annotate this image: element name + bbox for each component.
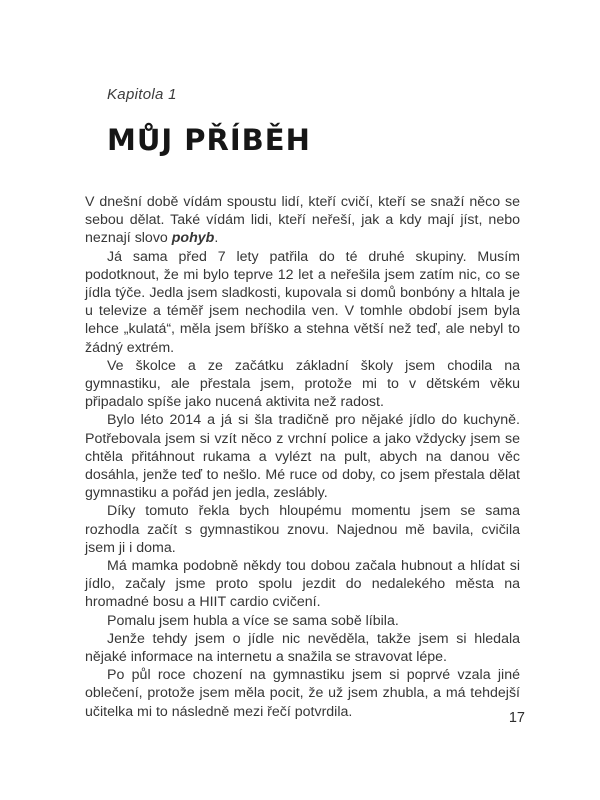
paragraph: Ve školce a ze začátku základní školy jsem chodila na gymnastiku, ale přestala jsem, protože mi to v dětském věku připadalo spíše jako nucená aktivita než radost. bbox=[85, 357, 520, 411]
paragraph: Díky tomuto řekla bych hloupému momentu jsem se sama rozhodla začít s gymnastikou znovu. Najednou mě bavila, cvičila jsem ji i doma. bbox=[85, 503, 520, 556]
paragraph: Jenže tehdy jsem o jídle nic nevěděla, takže jsem si hledala nějaké informace na internetu a snažila se stravovat lépe. bbox=[85, 630, 520, 665]
page-number: 17 bbox=[508, 710, 525, 726]
paragraph: Po půl roce chození na gymnastiku jsem si poprvé vzala jiné oblečení, protože jsem měla pocit, že už jsem zhubla, a má tehdejší učitelka mi to následně mezi řečí potvrdila. bbox=[85, 667, 520, 720]
paragraph: Já sama před 7 lety patřila do té druhé skupiny. Musím podotknout, že mi bylo teprve 12 let a neřešila jsem zatím nic, co se jídla týče. Jedla jsem sladkosti, kupovala si domů bonbóny a hltala je u televize a téměř jsem nechodila ven. V tomhle období jsem byla lehce „kulatá“, měla jsem bříško a stehna větší než teď, ale nebyl to žádný extrém. bbox=[85, 248, 520, 356]
intro-text-before: V dnešní době vídám spoustu lidí, kteří cvičí, kteří se snaží něco se sebou dělat. Také vídám lidi, kteří neřeší, jak a kdy mají jíst, nebo neznají slovo bbox=[85, 193, 520, 247]
intro-text-after: . bbox=[214, 230, 219, 247]
paragraph: Bylo léto 2014 a já si šla tradičně pro nějaké jídlo do kuchyně. Potřebovala jsem si vzít něco z vrchní police a jako vždycky jsem se chtěla přitáhnout rukama a vylézt na pult, abych na danou věc dosáhla, jenže teď to nešlo. Mé ruce od doby, co jsem přestala dělat gymnastiku a pořád jen jedla, zeslábly. bbox=[85, 412, 520, 502]
emphasized-term: pohyb bbox=[171, 230, 215, 247]
chapter-label: Kapitola 1 bbox=[107, 86, 177, 103]
paragraph: Pomalu jsem hubla a více se sama sobě líbila. bbox=[107, 612, 399, 629]
paragraph-intro bbox=[85, 193, 520, 248]
paragraph: Má mamka podobně někdy tou dobou začala hubnout a hlídat si jídlo, začaly jsme proto spolu jezdit do nedalekého města na hromadné bosu a HIIT cardio cvičení. bbox=[85, 557, 520, 611]
page-content bbox=[85, 86, 520, 721]
chapter-title: MŮJ PŘÍBĚH bbox=[107, 123, 311, 157]
body-text bbox=[85, 193, 520, 721]
